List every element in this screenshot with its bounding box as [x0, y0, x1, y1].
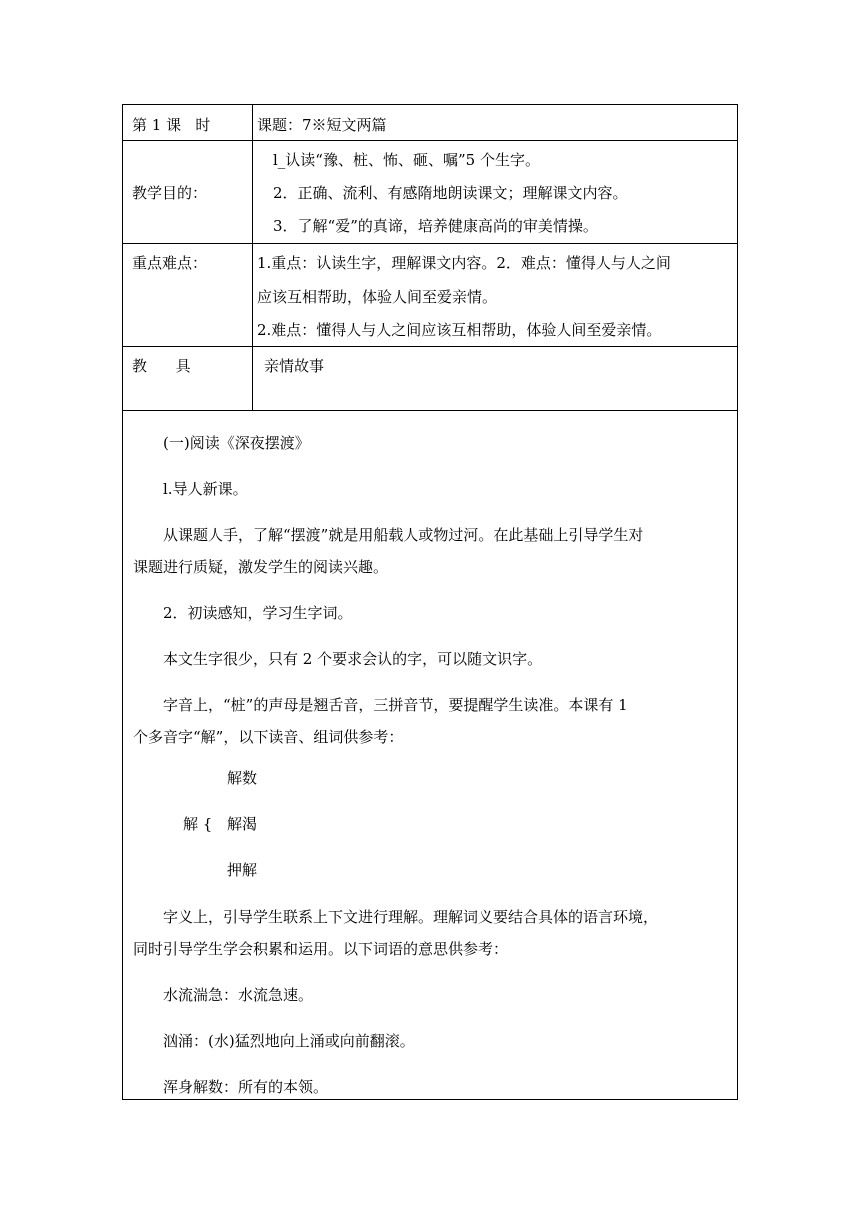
lesson-title: 课题：7※短文两篇 — [257, 116, 387, 134]
lesson-plan-table — [122, 104, 738, 1100]
key-points-row — [123, 244, 737, 347]
paragraph-line: 字音上，“桩”的声母是翘舌音，三拼音节，要提醒学生读准。本课有 1 — [163, 696, 628, 714]
polyphone-word: 解数 — [227, 769, 258, 787]
step-heading: l.导人新课。 — [163, 480, 248, 498]
tools-row — [123, 347, 737, 411]
paragraph-line: 本文生字很少，只有 2 个要求会认的字，可以随文识字。 — [163, 650, 543, 668]
vocab-item: 浑身解数：所有的本领。 — [163, 1078, 329, 1096]
vocab-item: 水流湍急：水流急速。 — [163, 986, 314, 1004]
header-row — [123, 105, 737, 141]
key-points-line: 2.难点：懂得人与人之间应该互相帮助，体验人间至爱亲情。 — [257, 321, 662, 339]
teaching-process — [123, 411, 737, 1101]
polyphone-word: 押解 — [227, 861, 258, 879]
key-points-label: 重点难点： — [132, 254, 208, 272]
key-points-line: 1.重点：认读生字，理解课文内容。2．难点：懂得人与人之间 — [257, 254, 671, 272]
paragraph-line: 个多音字“解”，以下读音、组词供参考： — [133, 728, 404, 746]
objective-item: l_认读“豫、桩、怖、砸、嘱”5 个生字。 — [273, 151, 540, 169]
vocab-item: 汹涌：(水)猛烈地向上涌或向前翻滚。 — [163, 1032, 415, 1050]
objectives-label: 教学目的： — [132, 184, 208, 202]
objectives-row — [123, 141, 737, 244]
paragraph-line: 课题进行质疑，激发学生的阅读兴趣。 — [133, 558, 389, 576]
lesson-label: 第 1 课 时 — [132, 116, 211, 134]
polyphone-char: 解 { — [183, 815, 213, 833]
key-points-line: 应该互相帮助，体验人间至爱亲情。 — [257, 288, 498, 306]
objective-item: 3．了解“爱”的真谛，培养健康高尚的审美情操。 — [273, 217, 598, 235]
tools-value: 亲情故事 — [264, 357, 325, 375]
step-heading: 2．初读感知，学习生字词。 — [163, 604, 353, 622]
objective-item: 2．正确、流利、有感隋地朗读课文；理解课文内容。 — [273, 184, 628, 202]
polyphone-word: 解渴 — [227, 815, 258, 833]
paragraph-line: 字义上，引导学生联系上下文进行理解。理解词义要结合具体的语言环境， — [163, 908, 659, 926]
tools-label: 教 具 — [132, 357, 191, 375]
section-title: (一)阅读《深夜摆渡》 — [163, 434, 310, 452]
paragraph-line: 从课题人手，了解“摆渡”就是用船载人或物过河。在此基础上引导学生对 — [163, 526, 644, 544]
paragraph-line: 同时引导学生学会积累和运用。以下词语的意思供参考： — [133, 940, 509, 958]
